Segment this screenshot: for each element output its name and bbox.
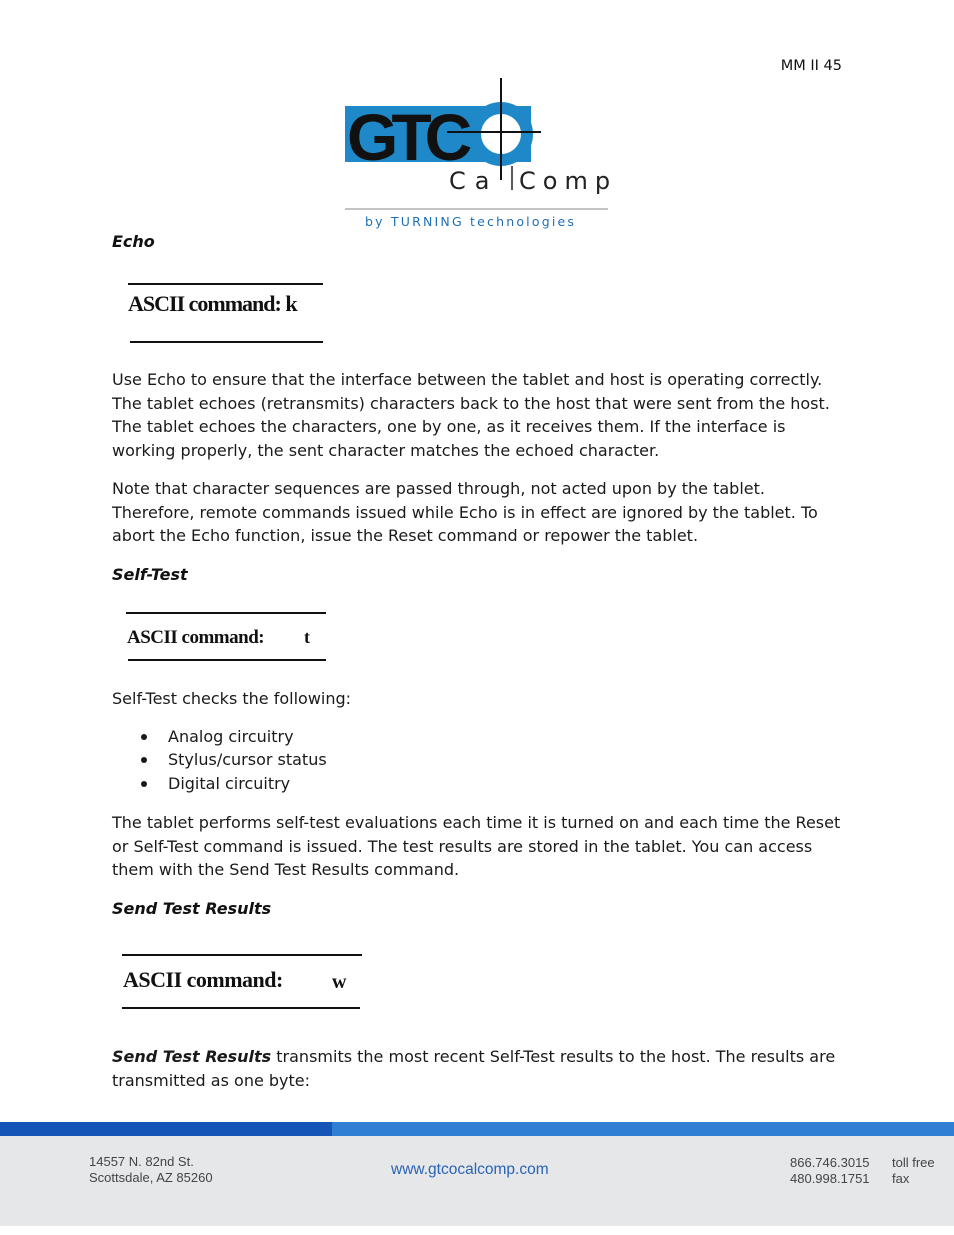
svg-text:by TURNING technologies: by TURNING technologies <box>365 214 577 229</box>
send-test-results-command-key: w <box>332 971 347 993</box>
echo-paragraph-2: Note that character sequences are passed through, not acted upon by the tablet. Therefore, remote commands issued while Echo is in effect are ignored by the tablet. To abort the Echo function, issue the Reset command or repower the tablet. <box>112 479 818 545</box>
send-test-results-lead: Send Test Results <box>112 1047 272 1066</box>
bullet-icon <box>141 757 147 763</box>
page-number: MM II 45 <box>780 58 842 74</box>
svg-text:Comp: Comp <box>519 167 613 195</box>
list-item-text: Stylus/cursor status <box>168 750 327 770</box>
list-item <box>112 725 327 748</box>
echo-command-box <box>126 280 326 350</box>
logo-graphic <box>343 78 613 230</box>
command-rule-top <box>122 954 362 956</box>
footer-phone-toll-free: 866.746.3015 <box>790 1155 870 1170</box>
svg-text:Ca: Ca <box>449 167 499 195</box>
footer-accent-bar-dark <box>0 1122 332 1136</box>
command-rule-bottom <box>122 1007 360 1009</box>
svg-text:GTC: GTC <box>347 100 466 174</box>
footer-accent-bar-light <box>332 1122 954 1136</box>
command-rule-bottom <box>128 659 326 661</box>
footer-phone-toll-free-label: toll free <box>892 1155 935 1170</box>
footer-address-line1: 14557 N. 82nd St. <box>89 1154 194 1169</box>
self-test-bullet-list <box>112 725 327 795</box>
command-rule-top <box>126 612 326 614</box>
gtco-calcomp-logo <box>343 78 613 230</box>
echo-paragraph-1: Use Echo to ensure that the interface between the tablet and host is operating correctly. The tablet echoes (retransmits) characters back to the host that were sent from the host. The tablet echoes the characters, one by one, as it receives them. If the interface is working properly, the sent character matches the echoed character. <box>112 370 830 460</box>
command-rule-top <box>128 283 323 285</box>
footer-panel <box>0 1136 954 1226</box>
self-test-command-box <box>126 610 328 666</box>
bullet-icon <box>141 781 147 787</box>
self-test-paragraph: The tablet performs self-test evaluations each time it is turned on and each time the Reset or Self-Test command is issued. The test results are stored in the tablet. You can access them with the Send Test Results command. <box>112 813 841 879</box>
section-heading-self-test: Self-Test <box>112 565 188 584</box>
footer-phone-fax-label: fax <box>892 1171 910 1186</box>
self-test-command-label: ASCII command: <box>127 627 265 648</box>
self-test-intro: Self-Test checks the following: <box>112 689 352 708</box>
self-test-command-key: t <box>304 627 310 647</box>
send-test-results-paragraph <box>112 1045 842 1092</box>
footer-phone-fax: 480.998.1751 <box>790 1171 870 1186</box>
command-rule-bottom <box>130 341 323 343</box>
bullet-icon <box>141 734 147 740</box>
list-item <box>112 772 327 795</box>
send-test-results-rest: transmits the most recent Self-Test results to the host. The results are transmitted as one byte: <box>112 1047 836 1090</box>
send-test-results-command-label: ASCII command: <box>123 967 283 992</box>
section-heading-echo: Echo <box>112 232 155 251</box>
page-footer <box>0 1122 954 1235</box>
footer-website-link[interactable]: www.gtcocalcomp.com <box>391 1161 549 1178</box>
section-heading-send-test-results: Send Test Results <box>112 899 272 918</box>
list-item-text: Digital circuitry <box>168 773 291 793</box>
footer-address-line2: Scottsdale, AZ 85260 <box>89 1170 213 1185</box>
footer-bottom-margin <box>0 1226 954 1235</box>
send-test-results-command-box <box>120 948 365 1018</box>
list-item <box>112 748 327 771</box>
list-item-text: Analog circuitry <box>168 727 294 746</box>
echo-command-label: ASCII command: k <box>128 291 297 316</box>
